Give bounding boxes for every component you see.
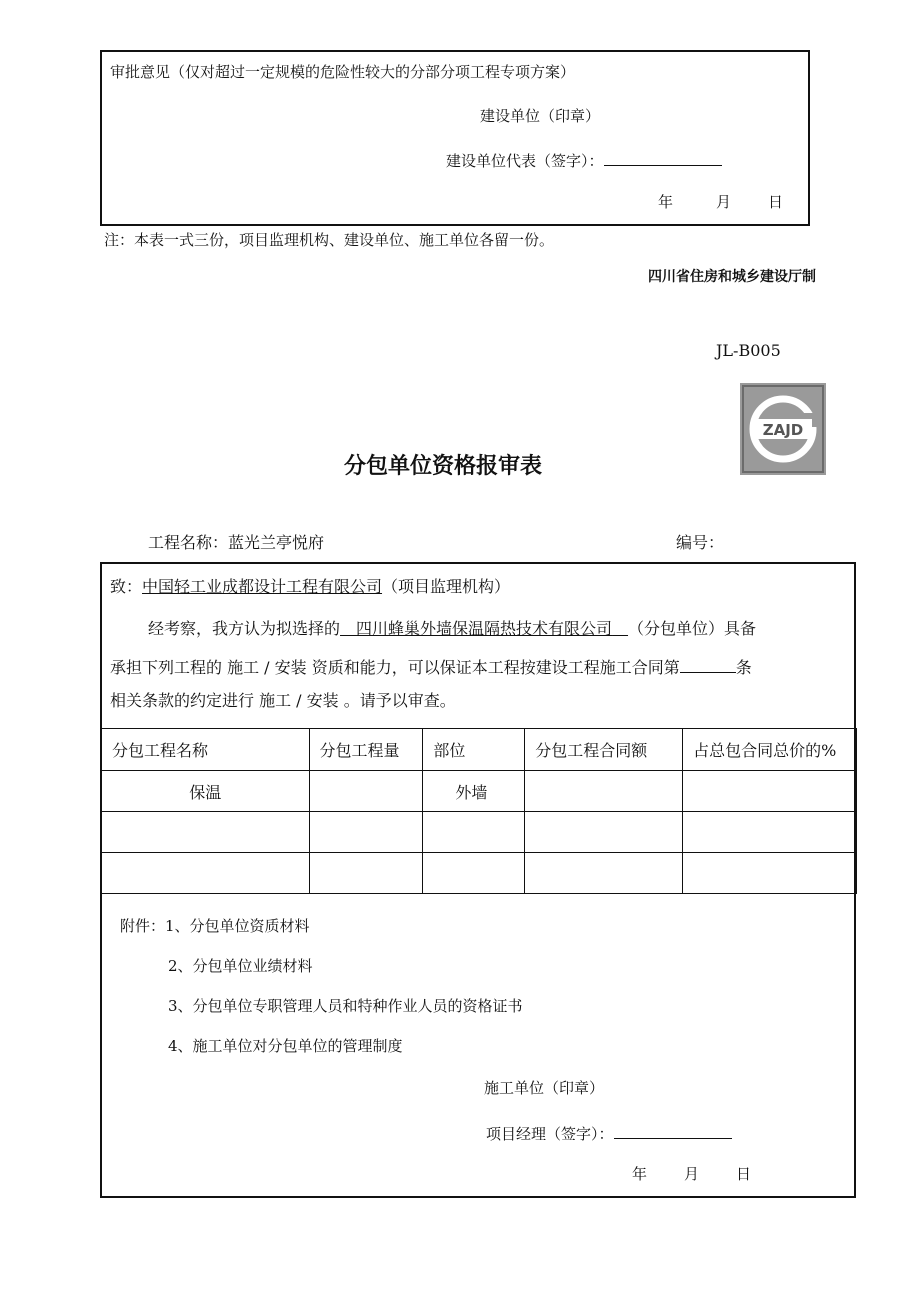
zajd-logo-icon (740, 383, 826, 475)
table-row (102, 853, 857, 894)
cell-name[interactable] (102, 812, 310, 853)
rep-sign-line[interactable] (604, 149, 722, 166)
attachment-item-1 (120, 916, 310, 936)
form-code: JL-B005 (716, 341, 781, 360)
attachment-item-3: 3、分包单位专职管理人员和特种作业人员的资格证书 (168, 997, 523, 1015)
main-form-box (100, 562, 856, 1198)
attachment-item-4: 4、施工单位对分包单位的管理制度 (168, 1037, 403, 1055)
attachment-item-2: 2、分包单位业绩材料 (168, 957, 313, 975)
number-label: 编号： (676, 533, 725, 552)
cell-name[interactable]: 保温 (102, 771, 310, 812)
project-manager-sign (486, 1122, 732, 1144)
header-location: 部位 (423, 729, 525, 771)
header-quantity: 分包工程量 (309, 729, 423, 771)
table-row (102, 771, 857, 812)
letter-line-1 (148, 618, 756, 640)
cell-amount[interactable] (525, 812, 683, 853)
line1-prefix: 经考察，我方认为拟选择的 (148, 619, 341, 638)
cell-amount[interactable] (525, 771, 683, 812)
approval-month: 月 (716, 193, 732, 211)
table-row (102, 812, 857, 853)
approval-opinion-label: 审批意见（仅对超过一定规模的危险性较大的分部分项工程专项方案） (110, 63, 576, 81)
project-name-label: 工程名称： (148, 533, 229, 552)
cell-percentage[interactable] (683, 853, 857, 894)
cell-location[interactable]: 外墙 (423, 771, 525, 812)
subcontractor-text: 四川蜂巢外墙保温隔热技术有限公司 (356, 619, 613, 638)
line2-end: 条 (735, 658, 752, 677)
supervision-org: 中国轻工业成都设计工程有限公司 (142, 577, 383, 596)
rep-sign-label: 建设单位代表（签字）： (446, 152, 604, 170)
subcontractor-name (340, 619, 628, 638)
header-percentage: 占总包合同总价的% (683, 729, 857, 771)
construction-unit-seal: 建设单位（印章） (480, 107, 601, 125)
construction-company-seal: 施工单位（印章） (484, 1079, 605, 1097)
project-name-row (148, 532, 324, 554)
table-header-row (102, 729, 857, 771)
cell-percentage[interactable] (683, 812, 857, 853)
cell-percentage[interactable] (683, 771, 857, 812)
header-subcontract-name: 分包工程名称 (102, 729, 310, 771)
cell-quantity[interactable] (309, 853, 423, 894)
attachments-label: 附件： (120, 917, 166, 935)
sign-month: 月 (684, 1165, 700, 1183)
construction-rep-sign (446, 149, 722, 171)
cell-quantity[interactable] (309, 771, 423, 812)
letter-line-2 (110, 656, 752, 679)
addressee (110, 576, 510, 598)
to-label: 致： (110, 577, 143, 596)
pm-sign-label: 项目经理（签字）： (486, 1125, 614, 1143)
logo-text: ZAJD (762, 421, 804, 439)
to-suffix: （项目监理机构） (382, 577, 511, 596)
cell-name[interactable] (102, 853, 310, 894)
cell-location[interactable] (423, 812, 525, 853)
cell-location[interactable] (423, 853, 525, 894)
cell-quantity[interactable] (309, 812, 423, 853)
approval-year: 年 (658, 193, 674, 211)
letter-line-3: 相关条款的约定进行 施工 / 安装 。请予以审查。 (110, 691, 456, 710)
clause-number-blank[interactable] (680, 656, 736, 673)
copies-note: 注：本表一式三份，项目监理机构、建设单位、施工单位各留一份。 (104, 231, 555, 249)
cell-amount[interactable] (525, 853, 683, 894)
attachment-text-1: 1、分包单位资质材料 (165, 917, 310, 935)
pm-sign-line[interactable] (614, 1122, 732, 1139)
sign-day: 日 (736, 1165, 752, 1183)
approval-day: 日 (768, 193, 784, 211)
sign-year: 年 (632, 1165, 648, 1183)
issuer: 四川省住房和城乡建设厅制 (648, 269, 816, 285)
line1-suffix: （分包单位）具备 (628, 619, 757, 638)
project-name-value: 蓝光兰亭悦府 (228, 533, 325, 552)
line2-text: 承担下列工程的 施工 / 安装 资质和能力，可以保证本工程按建设工程施工合同第 (110, 658, 680, 677)
form-title: 分包单位资格报审表 (344, 454, 543, 479)
header-contract-amount: 分包工程合同额 (525, 729, 683, 771)
subcontract-table (101, 728, 857, 894)
approval-box (100, 50, 810, 226)
